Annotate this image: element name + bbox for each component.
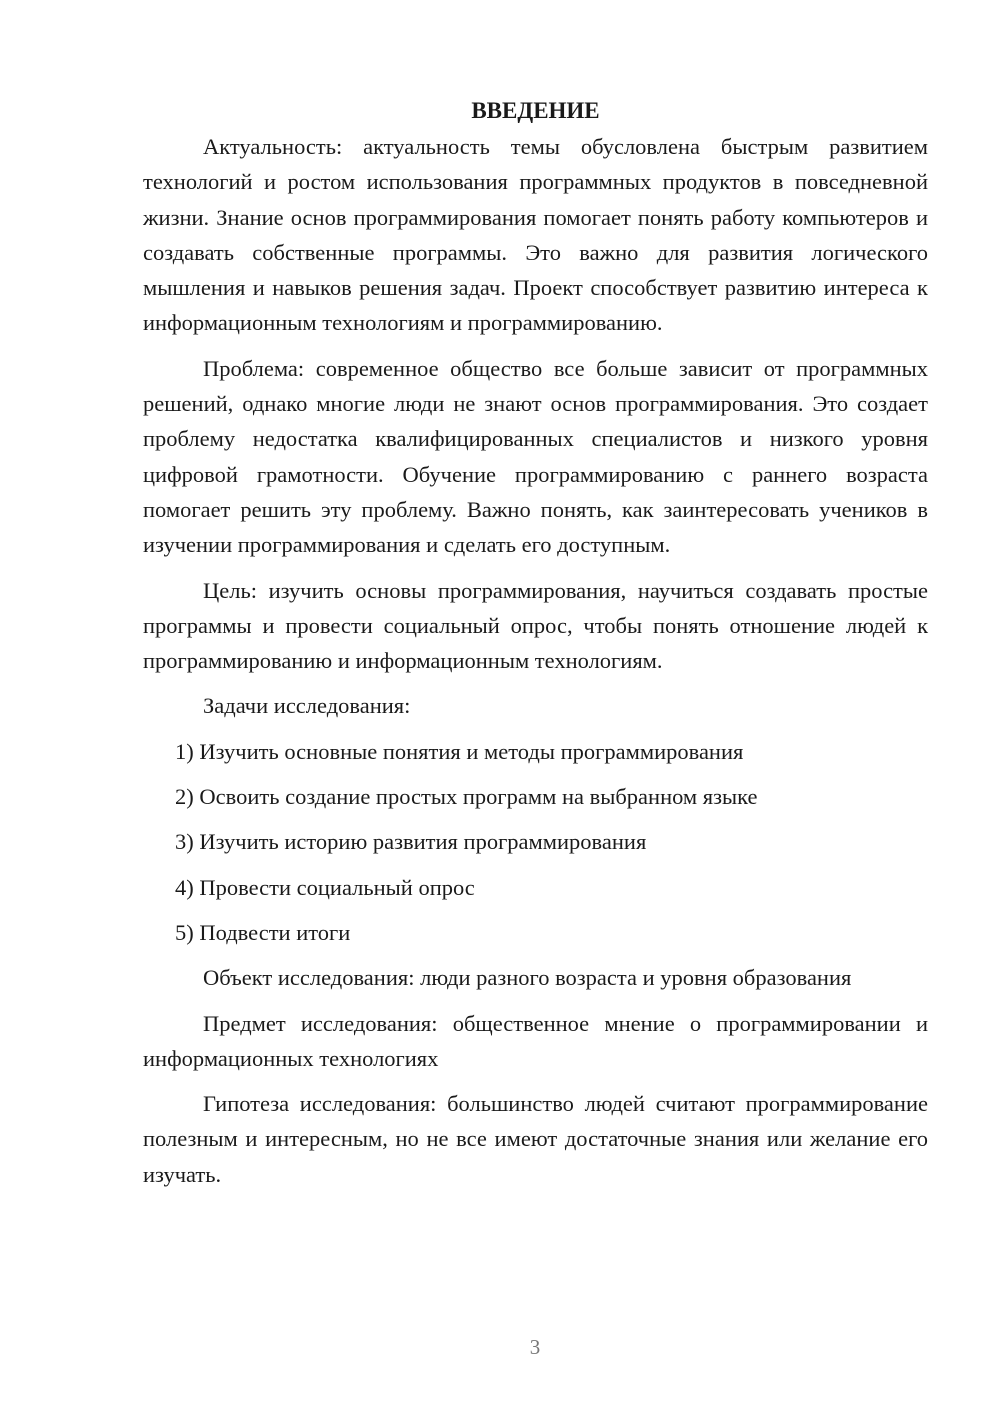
page-number: 3 bbox=[529, 1335, 541, 1359]
list-item: 3) Изучить историю развития программирования bbox=[175, 829, 647, 855]
problem-paragraph: Проблема: современное общество все больше зависит от программных решений, однако многие люди не знают основ программирования. Это создает проблему недостатка квалифицированных специалистов и низкого уровня цифровой грамотности. Обучение программированию с раннего возраста помогает решить эту проблему. Важно понять, как заинтересовать учеников в изучении программирования и сделать его доступным. bbox=[143, 355, 928, 558]
list-item: 5) Подвести итоги bbox=[175, 919, 351, 945]
object-paragraph: Объект исследования: люди разного возраста и уровня образования bbox=[203, 965, 852, 991]
list-item: 1) Изучить основные понятия и методы программирования bbox=[175, 738, 744, 764]
goal-paragraph: Цель: изучить основы программирования, научиться создавать простые программы и провести социальный опрос, чтобы понять отношение людей к программированию и информационным технологиям. bbox=[143, 577, 928, 674]
list-item: 2) Освоить создание простых программ на выбранном языке bbox=[175, 784, 758, 810]
subject-paragraph: Предмет исследования: общественное мнение о программировании и информационных технологиях bbox=[143, 1010, 928, 1071]
tasks-heading: Задачи исследования: bbox=[203, 693, 411, 719]
document-page bbox=[143, 93, 928, 1202]
list-item: 4) Провести социальный опрос bbox=[175, 874, 475, 900]
relevance-paragraph: Актуальность: актуальность темы обусловлена быстрым развитием технологий и ростом использования программных продуктов в повседневной жизни. Знание основ программирования помогает понять работу компьютеров и создавать собственные программы. Это важно для развития логического мышления и навыков решения задач. Проект способствует развитию интереса к информационным технологиям и программированию. bbox=[143, 134, 928, 336]
hypothesis-paragraph: Гипотеза исследования: большинство людей считают программирование полезным и интересным, но не все имеют достаточные знания или желание его изучать. bbox=[143, 1091, 928, 1187]
section-title: ВВЕДЕНИЕ bbox=[471, 98, 600, 123]
tasks-list bbox=[143, 734, 928, 950]
